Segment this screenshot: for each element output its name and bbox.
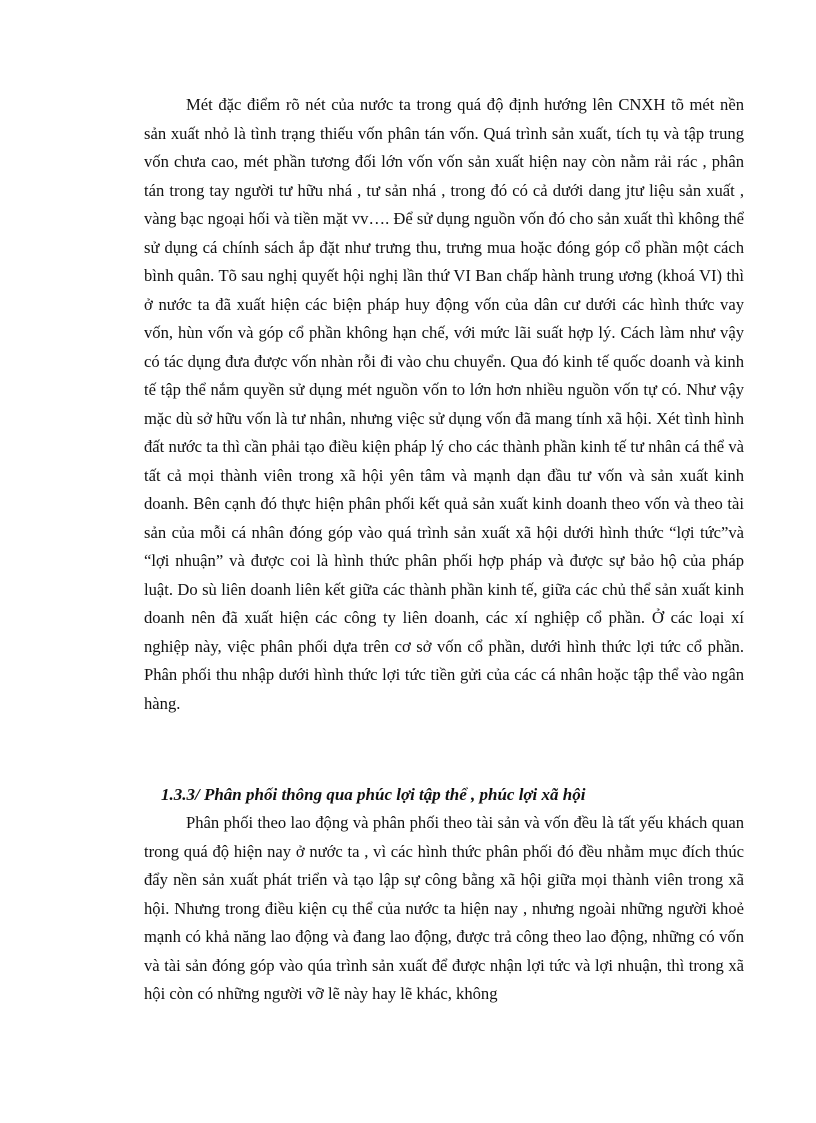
- paragraph-text: Mét đặc điểm rõ nét của nước ta trong quá độ định hướng lên CNXH tõ mét nền sản xuất nhỏ là tình trạng thiếu vốn phân tán vốn. Quá trình sản xuất, tích tụ và tập trung vốn chưa cao, mét phần tương đối lớn vốn vốn sản xuất hiện nay còn nằm rải rác , phân tán trong tay người tư hữu nhá , tư sản nhá , trong đó có cả dưới dang jtư liệu sản xuất , vàng bạc ngoại hối và tiền mặt vv…. Để sử dụng nguồn vốn đó cho sản xuất thì không thể sử dụng cá chính sách ắp đặt như trưng thu, trưng mua hoặc đóng góp cổ phần một cách bình quân. Tõ sau nghị quyết hội nghị lần thứ VI Ban chấp hành trung ương (khoá VI) thì ở nước ta đã xuất hiện các biện pháp huy động vốn của dân cư dưới các hình thức vay vốn, hùn vốn và góp cổ phần không hạn chế, với mức lãi suất hợp lý. Cách làm như vậy có tác dụng đưa được vốn nhàn rỗi đi vào chu chuyển. Qua đó kinh tế quốc doanh và kinh tế tập thể nắm quyền sử dụng mét nguồn vốn to lớn hơn nhiều nguồn vốn tự có. Như vậy mặc dù sở hữu vốn là tư nhân, nhưng việc sử dụng vốn đã mang tính xã hội. Xét tình hình đất nước ta thì cần phải tạo điều kiện pháp lý cho các thành phần kinh tế tư nhân cá thể và tất cả mọi thành viên trong xã hội yên tâm và mạnh dạn đầu tư vốn và sản xuất kinh doanh. Bên cạnh đó thực hiện phân phối kết quả sản xuất kinh doanh theo vốn và theo tài sản của mỗi cá nhân đóng góp vào quá trình sản xuất xã hội dưới hình thức “lợi tức”và “lợi nhuận” và được coi là hình thức phân phối hợp pháp và được sự bảo hộ của pháp luật. Do sù liên doanh liên kết giữa các thành phần kinh tế, giữa các chủ thể sản xuất kinh doanh nên đã xuất hiện các công ty liên doanh, các xí nghiệp cổ phần. Ở các loại xí nghiệp này, việc phân phối dựa trên cơ sở vốn cổ phần, dưới hình thức lợi tức cổ phần. Phân phối thu nhập dưới hình thức lợi tức tiền gửi của các cá nhân hoặc tập thể vào ngân hàng.: [144, 95, 744, 713]
- section-heading: 1.3.3/ Phân phối thông qua phúc lợi tập thể , phúc lợi xã hội: [161, 785, 586, 804]
- body-paragraph-2: [144, 809, 744, 1009]
- paragraph-text: Phân phối theo lao động và phân phối theo tài sản và vốn đều là tất yếu khách quan trong quá độ hiện nay ở nước ta , vì các hình thức phân phối đó đều nhằm mục đích thúc đẩy nền sản xuất phát triển và tạo lập sự công bằng xã hội giữa mọi thành viên trong xã hội. Nhưng trong điều kiện cụ thể của nước ta hiện nay , nhưng ngoài những người khoẻ mạnh có khả năng lao động và đang lao động, được trả công theo lao động, những có vốn và tài sản đóng góp vào qúa trình sản xuất để được nhận lợi tức và lợi nhuận, thì trong xã hội còn có những người vỡ lẽ này hay lẽ khác, không: [144, 813, 744, 1003]
- body-paragraph-1: [144, 91, 744, 718]
